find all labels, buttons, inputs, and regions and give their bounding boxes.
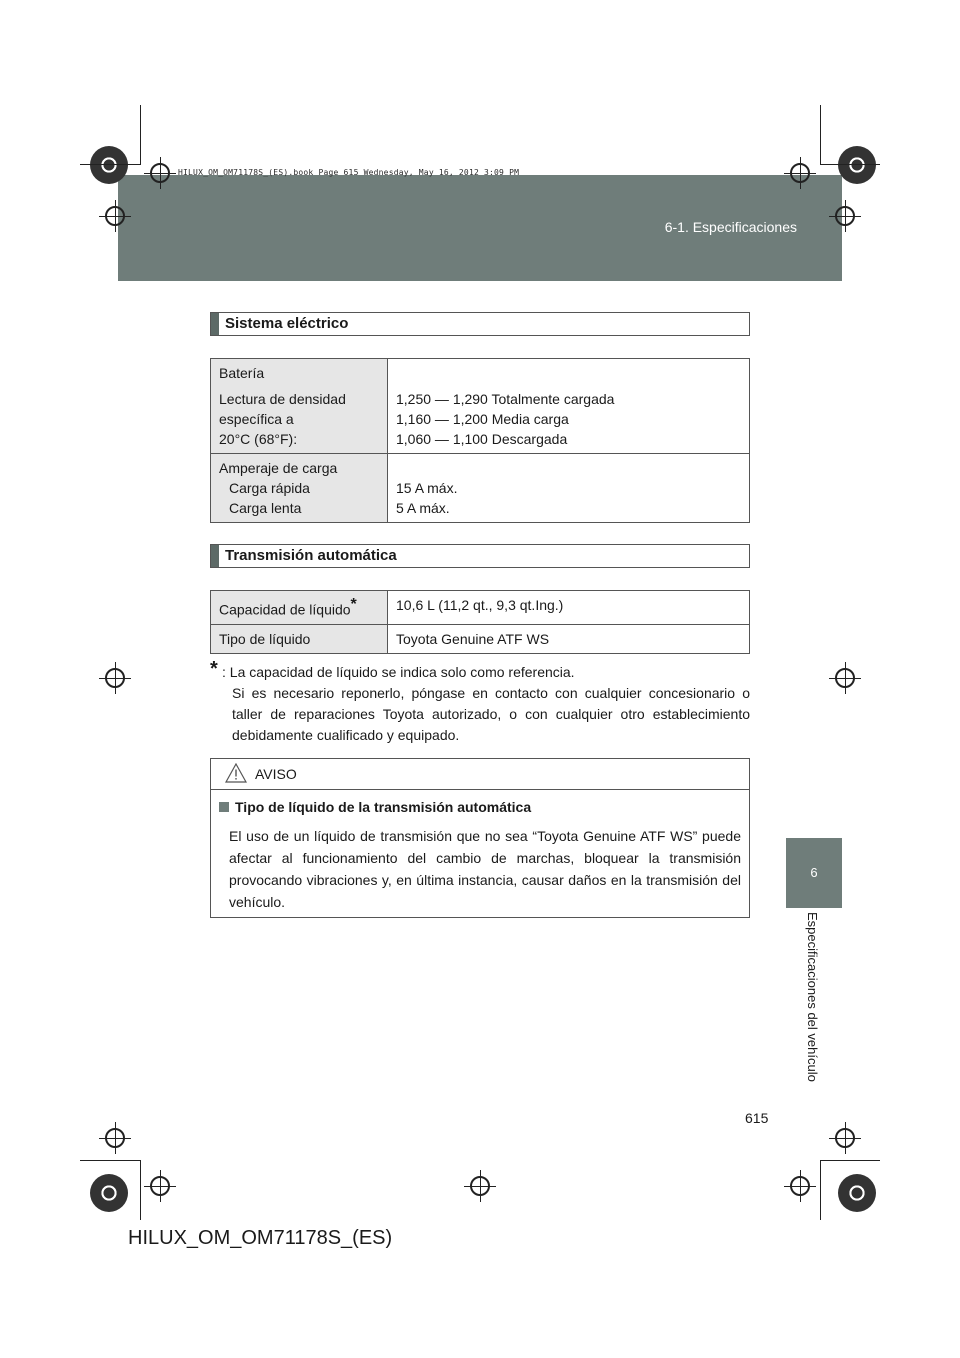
warning-triangle-icon: [225, 763, 247, 783]
cell-line: 5 A máx.: [396, 500, 450, 516]
trim-line: [820, 105, 821, 165]
table-row: [211, 591, 750, 625]
cell-line: 15 A máx.: [396, 480, 458, 496]
crosshair-icon: [105, 1128, 125, 1148]
aviso-body: El uso de un líquido de transmisión que no sea “Toyota Genuine ATF WS” puede afectar al funcionamiento del cambio de marchas, bloquear la transmisión provocando vibraciones y, en última instancia, causar daños en la transmisión del vehículo.: [229, 828, 741, 910]
cell-line: Lectura de densidad: [219, 391, 346, 407]
aviso-subtitle-text: Tipo de líquido de la transmisión automática: [235, 799, 532, 815]
chapter-label: Especificaciones del vehículo: [805, 912, 820, 1082]
footnote: [210, 658, 750, 746]
registration-dot-icon: [838, 146, 876, 184]
footnote-mark: *: [210, 658, 218, 680]
trim-line: [820, 164, 880, 165]
section-header-bar: [211, 313, 219, 335]
cell-line: 1,160 — 1,200 Media carga: [396, 411, 569, 427]
table-cell-value: [388, 359, 750, 454]
registration-dot-icon: [90, 146, 128, 184]
print-info: HILUX_OM_OM71178S_(ES).book Page 615 Wednesday, May 16, 2012 3:09 PM: [178, 168, 520, 177]
footnote-mark: *: [350, 596, 357, 613]
trim-line: [140, 1160, 141, 1220]
cell-line: Batería: [219, 365, 265, 381]
trim-line: [80, 1160, 140, 1161]
registration-dot-icon: [90, 1174, 128, 1212]
crosshair-icon: [150, 163, 170, 183]
trim-line: [80, 164, 140, 165]
footnote-line1: : La capacidad de líquido se indica solo como referencia.: [222, 664, 575, 680]
cell-line: Amperaje de carga: [219, 460, 338, 476]
crosshair-icon: [790, 1176, 810, 1196]
electrical-table: [210, 358, 750, 523]
cell-text: Capacidad de líquido: [219, 601, 351, 618]
trim-line: [820, 1160, 821, 1220]
footer-code: HILUX_OM_OM71178S_(ES): [128, 1227, 393, 1249]
crosshair-icon: [150, 1176, 170, 1196]
transmission-table: [210, 590, 750, 654]
cell-line: Carga lenta: [229, 500, 302, 516]
table-row: [211, 359, 750, 454]
chapter-tab: 6: [786, 838, 842, 908]
cell-line: Carga rápida: [229, 480, 310, 496]
crosshair-icon: [105, 668, 125, 688]
table-row: [211, 454, 750, 523]
cell-line: 1,250 — 1,290 Totalmente cargada: [396, 391, 615, 407]
table-cell-key: [211, 454, 388, 523]
table-row: [211, 624, 750, 653]
table-cell-value: 10,6 L (11,2 qt., 9,3 qt.Ing.): [388, 591, 750, 625]
crosshair-icon: [790, 163, 810, 183]
trim-line: [820, 1160, 880, 1161]
cell-line: 20°C (68°F):: [219, 431, 298, 447]
table-cell-key: [211, 359, 388, 454]
table-cell-key: Tipo de líquido: [211, 624, 388, 653]
cell-line: específica a: [219, 411, 294, 427]
table-cell-key: [211, 591, 388, 625]
page-number: 615: [745, 1110, 769, 1126]
trim-line: [140, 105, 141, 165]
table-cell-value: [388, 454, 750, 523]
table-cell-value: Toyota Genuine ATF WS: [388, 624, 750, 653]
section-header-title: Transmisión automática: [225, 547, 397, 564]
square-bullet-icon: [219, 802, 229, 812]
cell-line: 1,060 — 1,100 Descargada: [396, 431, 568, 447]
aviso-label: AVISO: [255, 766, 297, 782]
aviso-header: [211, 759, 749, 790]
section-header-transmission: [210, 544, 750, 568]
section-header-bar: [211, 545, 219, 567]
crosshair-icon: [835, 668, 855, 688]
section-header-title: Sistema eléctrico: [225, 315, 349, 332]
aviso-box: [210, 758, 750, 918]
aviso-subtitle: [219, 799, 531, 815]
crosshair-icon: [835, 1128, 855, 1148]
crosshair-icon: [835, 206, 855, 226]
section-title: 6-1. Especificaciones: [664, 219, 797, 235]
footnote-line2: Si es necesario reponerlo, póngase en contacto con cualquier concesionario o taller de reparaciones Toyota autorizado, o con cualquier otro establecimiento debidamente cualificado y equipado.: [232, 685, 750, 743]
registration-dot-icon: [838, 1174, 876, 1212]
section-header-electrical: [210, 312, 750, 336]
crosshair-icon: [470, 1176, 490, 1196]
crosshair-icon: [105, 206, 125, 226]
